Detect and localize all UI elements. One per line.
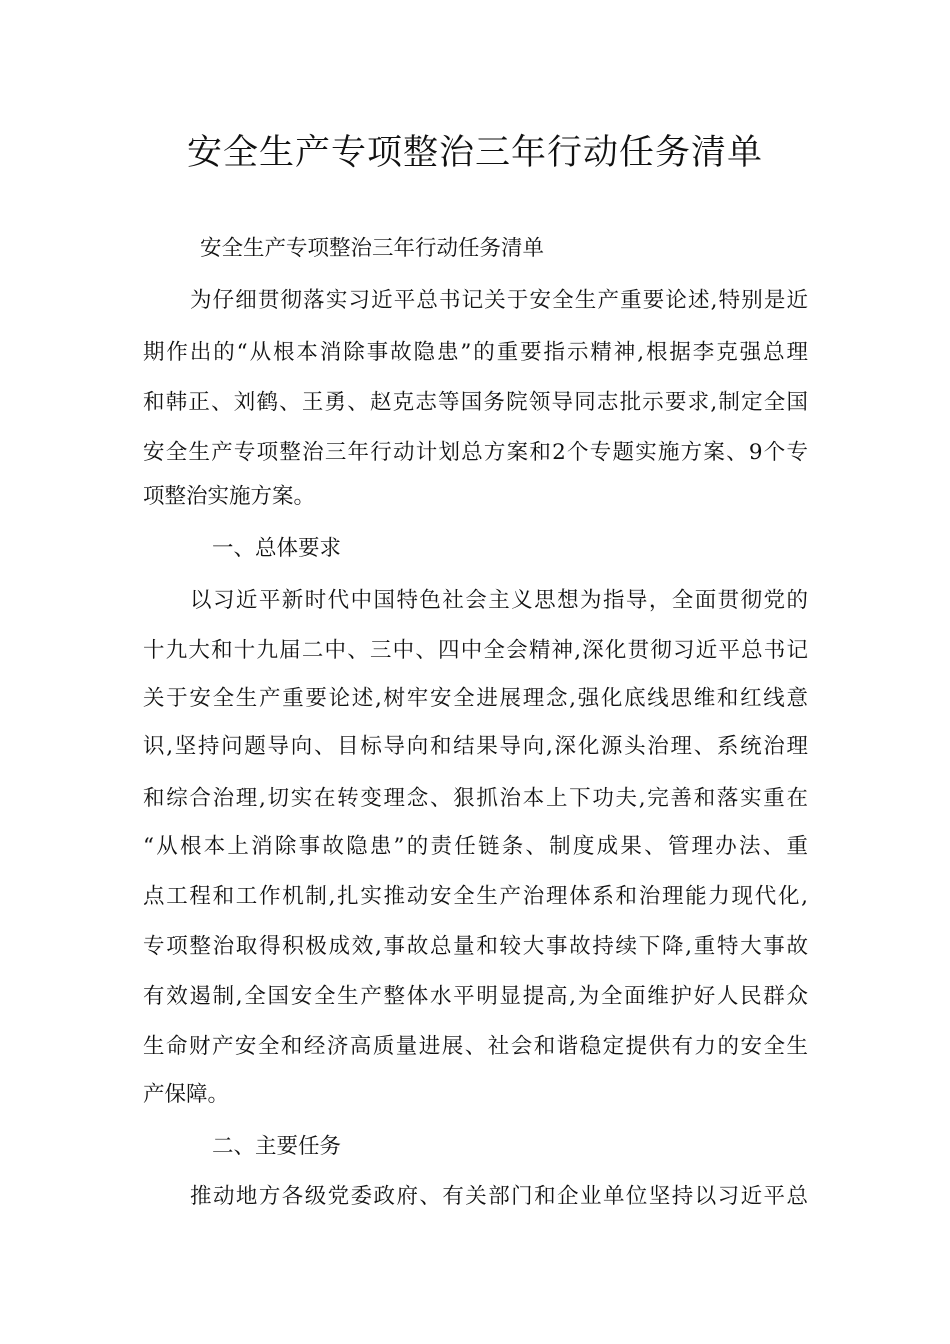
intro-line-1: 为仔细贯彻落实习近平总书记关于安全生产重要论述,特别是近: [190, 288, 808, 313]
intro-line-3: 和韩正、刘鹤、王勇、赵克志等国务院领导同志批示要求,制定全国: [143, 390, 808, 415]
section1-line-6: “从根本上消除事故隐患”的责任链条、制度成果、管理办法、重: [143, 834, 808, 859]
section2-line-1: 推动地方各级党委政府、有关部门和企业单位坚持以习近平总: [190, 1184, 808, 1209]
section1-line-4: 识,坚持问题导向、目标导向和结果导向,深化源头治理、系统治理: [143, 734, 808, 759]
section1-line-9: 有效遏制,全国安全生产整体水平明显提高,为全面维护好人民群众: [143, 984, 808, 1009]
intro-line-4: 安全生产专项整治三年行动计划总方案和2个专题实施方案、9个专: [143, 440, 808, 465]
section-heading-general-requirements: 一、总体要求: [212, 536, 342, 561]
section1-line-7: 点工程和工作机制,扎实推动安全生产治理体系和治理能力现代化,: [143, 884, 808, 909]
section-heading-main-tasks: 二、主要任务: [212, 1134, 342, 1159]
section1-line-1: 以习近平新时代中国特色社会主义思想为指导，全面贯彻党的: [190, 588, 808, 613]
section1-line-11: 产保障。: [143, 1082, 230, 1107]
intro-line-2: 期作出的“从根本消除事故隐患”的重要指示精神,根据李克强总理: [143, 340, 808, 365]
section1-line-3: 关于安全生产重要论述,树牢安全进展理念,强化底线思维和红线意: [143, 686, 808, 711]
section1-line-2: 十九大和十九届二中、三中、四中全会精神,深化贯彻习近平总书记: [143, 638, 808, 663]
section1-line-10: 生命财产安全和经济高质量进展、社会和谐稳定提供有力的安全生: [143, 1034, 808, 1059]
section1-line-5: 和综合治理,切实在转变理念、狠抓治本上下功夫,完善和落实重在: [143, 786, 808, 811]
document-title: 安全生产专项整治三年行动任务清单: [186, 133, 763, 173]
intro-line-5: 项整治实施方案。: [143, 484, 316, 509]
document-subtitle: 安全生产专项整治三年行动任务清单: [200, 236, 545, 261]
section1-line-8: 专项整治取得积极成效,事故总量和较大事故持续下降,重特大事故: [143, 934, 808, 959]
